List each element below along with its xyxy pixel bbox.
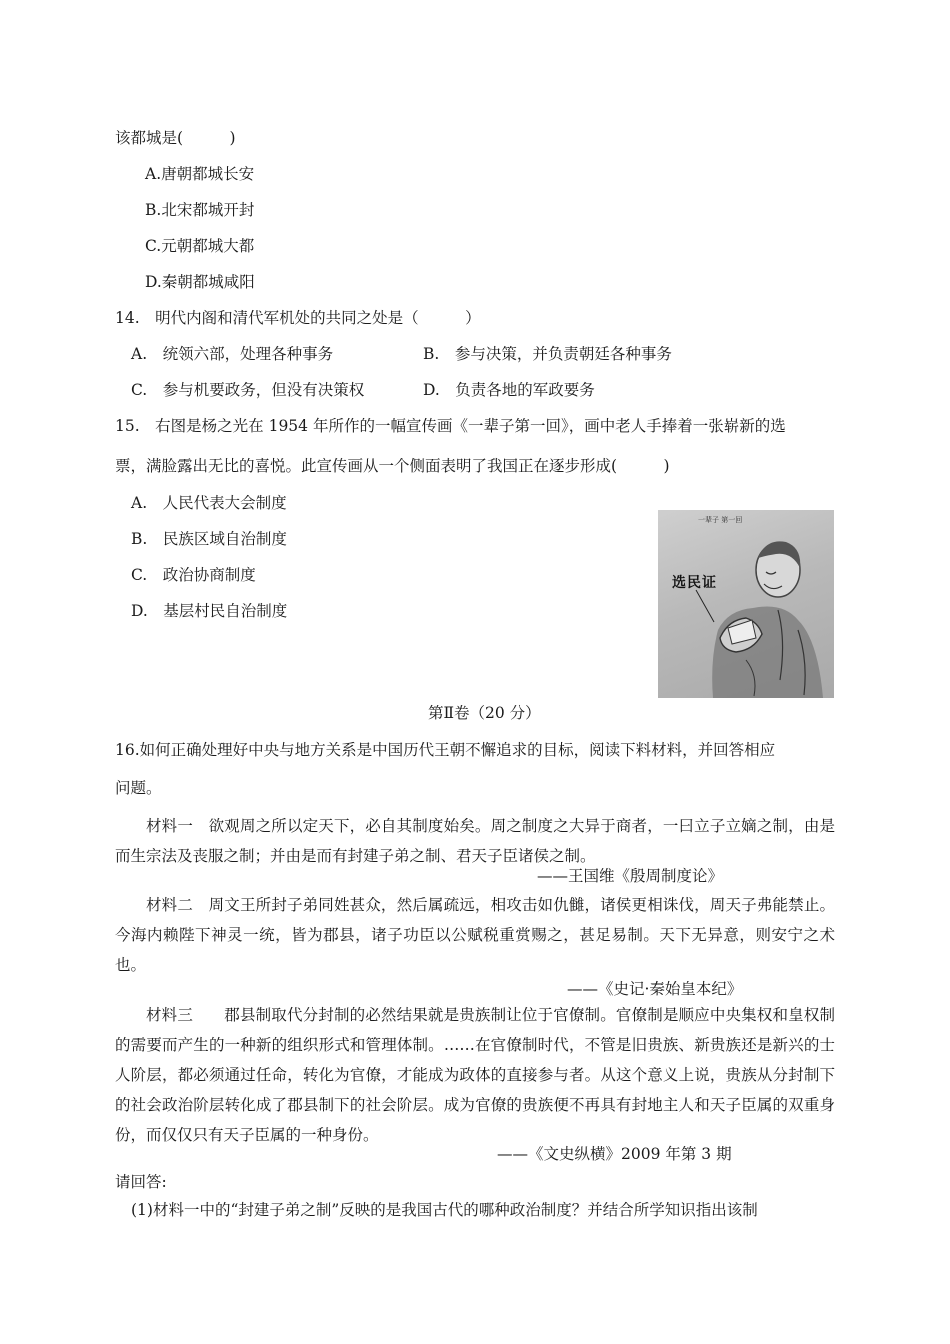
sub-question-1: (1)材料一中的“封建子弟之制”反映的是我国古代的哪种政治制度？并结合所学知识指出该制: [131, 1201, 758, 1219]
q14-stem: 14. 明代内阁和清代军机处的共同之处是（ ）: [115, 309, 481, 327]
material-one-source: ——王国维《殷周制度论》: [537, 867, 724, 885]
material-three-text: 材料三 郡县制取代分封制的必然结果就是贵族制让位于官僚制。官僚制是顺应中央集权和皇权制的需要而产生的一种新的组织形式和管理体制。……在官僚制时代，不管是旧贵族、新贵族还是新兴的士人阶层，都必须通过任命，转化为官僚，才能成为政体的直接参与者。从这个意义上说，贵族从分封制下的社会政治阶层转化成了郡县制下的社会阶层。成为官僚的贵族便不再具有封地主人和天子臣属的双重身份，而仅仅只有天子臣属的一种身份。: [115, 1006, 835, 1144]
material-three-source: ——《文史纵横》2009 年第 3 期: [497, 1145, 732, 1163]
poster-caption: 一辈子 第一回: [698, 516, 743, 524]
q14-option-d: D. 负责各地的军政要务: [423, 381, 595, 399]
q15-option-d: D. 基层村民自治制度: [131, 602, 288, 620]
q15-option-c: C. 政治协商制度: [131, 566, 256, 584]
old-man-figure-illustration: [658, 510, 834, 698]
q15-option-a: A. 人民代表大会制度: [131, 494, 287, 512]
material-two-source: ——《史记·秦始皇本纪》: [567, 980, 743, 998]
answer-prompt: 请回答:: [115, 1173, 167, 1191]
q14-option-a: A. 统领六部，处理各种事务: [131, 345, 334, 363]
material-two-text: 材料二 周文王所封子弟同姓甚众，然后属疏远，相攻击如仇雠，诸侯更相诛伐，周天子弗能禁止。今海内赖陛下神灵一统，皆为郡县，诸子功臣以公赋税重赏赐之，甚足易制。天下无异意，则安宁之术也。: [115, 896, 835, 974]
material-one-text: 材料一 欲观周之所以定天下，必自其制度始矣。周之制度之大异于商者，一曰立子立嫡之制，由是而生宗法及丧服之制；并由是而有封建子弟之制、君天子臣诸侯之制。: [115, 817, 835, 865]
section-title: 第Ⅱ卷（20 分）: [428, 704, 541, 722]
q14-option-b: B. 参与决策，并负责朝廷各种事务: [423, 345, 672, 363]
q16-stem-line1: 16.如何正确处理好中央与地方关系是中国历代王朝不懈追求的目标，阅读下料材料，并回答相应: [115, 741, 776, 759]
q15-option-b: B. 民族区域自治制度: [131, 530, 287, 548]
q13-option-d: D.秦朝都城咸阳: [145, 273, 255, 291]
q15-stem-line1: 15. 右图是杨之光在 1954 年所作的一幅宣传画《一辈子第一回》，画中老人手捧着一张崭新的选: [115, 417, 786, 435]
q15-stem-line2: 票，满脸露出无比的喜悦。此宣传画从一个侧面表明了我国正在逐步形成( ): [115, 457, 670, 475]
q13-stem: 该都城是( ): [115, 129, 236, 147]
q13-option-a: A.唐朝都城长安: [145, 165, 255, 183]
q14-option-c: C. 参与机要政务，但没有决策权: [131, 381, 365, 399]
q13-option-c: C.元朝都城大都: [145, 237, 255, 255]
q16-stem-line2: 问题。: [115, 779, 162, 797]
q13-option-b: B.北宋都城开封: [145, 201, 255, 219]
propaganda-poster-image: [658, 510, 834, 698]
voter-card-label: 选民证: [672, 575, 717, 591]
